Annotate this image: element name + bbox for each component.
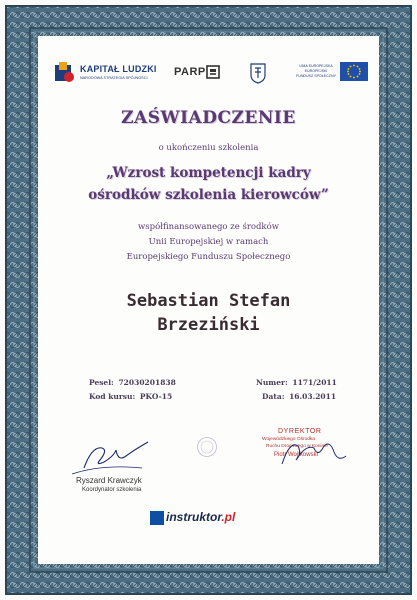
course-code-label: Kod kursu: xyxy=(89,392,136,401)
brand-name: instruktor xyxy=(166,510,222,524)
funding-line2: Unii Europejskiej w ramach xyxy=(148,237,269,247)
brand-suffix: .pl xyxy=(221,510,236,524)
course-name-line2: ośrodków szkolenia kierowców” xyxy=(88,187,329,203)
pesel-row xyxy=(89,378,176,387)
director-signature xyxy=(262,436,352,470)
recipient-name-line2: Brzeziński xyxy=(157,315,260,335)
instruktor-logo xyxy=(150,508,268,528)
date-row xyxy=(262,392,336,401)
kapital-ludzki-subtitle: NARODOWA STRATEGIA SPÓJNOŚCI xyxy=(80,76,148,80)
recipient-name-line1: Sebastian Stefan xyxy=(126,291,291,311)
date-value: 16.03.2011 xyxy=(289,392,337,401)
director-stamp-line2: Ruchu Drogowego w Koninie xyxy=(266,444,328,449)
round-seal-icon xyxy=(196,436,218,458)
certificate-subtitle: o ukończeniu szkolenia xyxy=(158,143,259,153)
director-stamp-line1: Wojewódzkiego Ośrodka xyxy=(262,437,315,442)
pesel-label: Pesel: xyxy=(89,378,114,387)
instruktor-logo-mark xyxy=(150,511,164,525)
date-label: Data: xyxy=(262,392,285,401)
course-code-row xyxy=(89,392,172,401)
director-stamp-title: DYREKTOR xyxy=(278,428,322,435)
eu-flag-icon xyxy=(340,62,368,81)
course-name-line1: „Wzrost kompetencji kadry xyxy=(106,165,311,181)
kapital-ludzki-logo xyxy=(54,60,164,90)
number-label: Numer: xyxy=(256,378,288,387)
funding-line3: Europejskiego Funduszu Społecznego xyxy=(126,252,291,262)
director-stamp-signer: Piotr Wojtkowski xyxy=(274,452,318,458)
pesel-value: 72030201838 xyxy=(118,378,176,387)
coordinator-name: Ryszard Krawczyk xyxy=(76,476,142,485)
eu-logo-text: UNIA EUROPEJSKA EUROPEJSKI FUNDUSZ SPOŁECZNY xyxy=(296,64,336,78)
kapital-ludzki-icon xyxy=(54,62,76,84)
number-row xyxy=(256,378,337,387)
parp-logo-icon xyxy=(206,65,220,79)
ministry-crest-icon xyxy=(249,62,267,84)
number-value: 1171/2011 xyxy=(292,378,337,387)
funding-line1: współfinansowanego ze środków xyxy=(138,222,279,232)
instruktor-logo-text xyxy=(166,510,235,524)
coordinator-role: Koordynator szkolenia xyxy=(82,487,142,493)
parp-logo-text: PARP xyxy=(174,66,206,78)
course-code-value: PKO-15 xyxy=(139,392,173,401)
coordinator-signature xyxy=(62,438,152,478)
logo-bar xyxy=(44,58,374,92)
certificate-title: ZAŚWIADCZENIE xyxy=(121,108,296,128)
kapital-ludzki-title: KAPITAŁ LUDZKI xyxy=(80,64,157,74)
